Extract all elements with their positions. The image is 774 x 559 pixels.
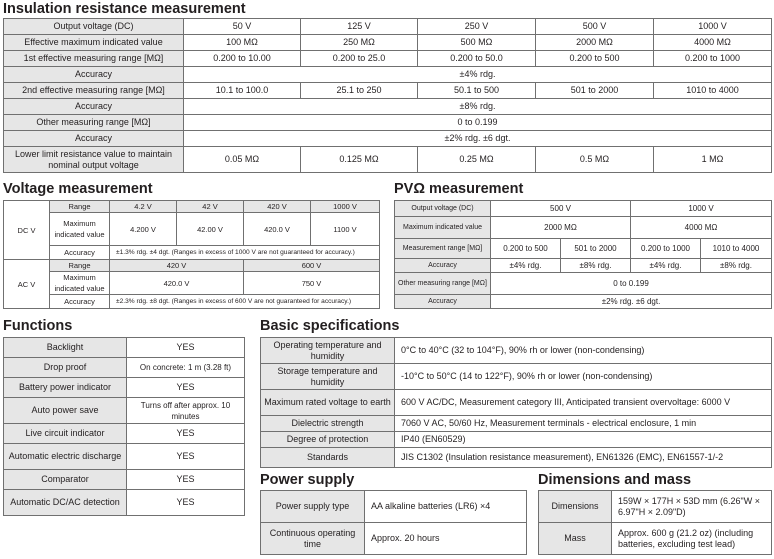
ins-label: 1st effective measuring range [MΩ] xyxy=(4,51,184,67)
dc-max: 4.200 V xyxy=(110,213,177,246)
ins-cell: ±8% rdg. xyxy=(184,99,772,115)
power-title: Power supply xyxy=(260,472,355,488)
ins-label: Other measuring range [MΩ] xyxy=(4,115,184,131)
dc-max: 1100 V xyxy=(311,213,380,246)
ins-cell: 50.1 to 500 xyxy=(418,83,536,99)
ins-cell: 10.1 to 100.0 xyxy=(184,83,301,99)
pv-output-label: Output voltage (DC) xyxy=(395,201,491,217)
pv-range: 501 to 2000 xyxy=(561,239,631,259)
ins-cell: 1 MΩ xyxy=(654,147,772,173)
dims-label: Mass xyxy=(539,523,612,555)
ac-max: 420.0 V xyxy=(110,272,244,295)
func-value: YES xyxy=(127,490,245,516)
ins-cell: 0 to 0.199 xyxy=(184,115,772,131)
ins-cell: 0.05 MΩ xyxy=(184,147,301,173)
basic-title: Basic specifications xyxy=(260,318,400,334)
basic-label: Storage temperature and humidity xyxy=(261,364,395,390)
ins-cell: 500 MΩ xyxy=(418,35,536,51)
ac-label: AC V xyxy=(4,260,50,309)
dc-acc: ±1.3% rdg. ±4 dgt. (Ranges in excess of 1000 V are not guaranteed for accuracy.) xyxy=(110,246,380,260)
ins-label: 2nd effective measuring range [MΩ] xyxy=(4,83,184,99)
pv-acc-label: Accuracy xyxy=(395,259,491,273)
basic-value: -10°C to 50°C (14 to 122°F), 90% rh or lower (non-condensing) xyxy=(395,364,772,390)
pv-acc2-label: Accuracy xyxy=(395,295,491,309)
ac-max-label: Maximum indicated value xyxy=(50,272,110,295)
func-value: YES xyxy=(127,338,245,358)
dc-range: 4.2 V xyxy=(110,201,177,213)
power-label: Continuous operating time xyxy=(261,523,365,555)
dc-range: 1000 V xyxy=(311,201,380,213)
ac-range-label: Range xyxy=(50,260,110,272)
ac-max: 750 V xyxy=(244,272,380,295)
ac-range: 420 V xyxy=(110,260,244,272)
ac-range: 600 V xyxy=(244,260,380,272)
pv-title: PVΩ measurement xyxy=(394,181,524,197)
ins-cell: 0.200 to 1000 xyxy=(654,51,772,67)
voltage-table xyxy=(3,200,380,309)
ac-acc: ±2.3% rdg. ±8 dgt. (Ranges in excess of 600 V are not guaranteed for accuracy.) xyxy=(110,295,380,309)
ins-cell: 4000 MΩ xyxy=(654,35,772,51)
ins-cell: 0.25 MΩ xyxy=(418,147,536,173)
ins-cell: 1010 to 4000 xyxy=(654,83,772,99)
insulation-title: Insulation resistance measurement xyxy=(3,1,246,17)
pv-acc: ±4% rdg. xyxy=(491,259,561,273)
pv-max-label: Maximum indicated value xyxy=(395,217,491,239)
ins-label: Effective maximum indicated value xyxy=(4,35,184,51)
pv-acc: ±4% rdg. xyxy=(631,259,701,273)
ins-cell: 100 MΩ xyxy=(184,35,301,51)
functions-title: Functions xyxy=(3,318,73,334)
dc-max: 420.0 V xyxy=(244,213,311,246)
pv-table xyxy=(394,200,772,309)
pv-output: 1000 V xyxy=(631,201,772,217)
basic-value: 0°C to 40°C (32 to 104°F), 90% rh or lower (non-condensing) xyxy=(395,338,772,364)
dc-max-label: Maximum indicated value xyxy=(50,213,110,246)
basic-label: Operating temperature and humidity xyxy=(261,338,395,364)
power-value: Approx. 20 hours xyxy=(365,523,527,555)
ins-cell: 0.125 MΩ xyxy=(301,147,418,173)
func-value: YES xyxy=(127,378,245,398)
dc-acc-label: Accuracy xyxy=(50,246,110,260)
basic-table xyxy=(260,337,772,468)
dims-value: 159W × 177H × 53D mm (6.26"W × 6.97"H × 2.09"D) xyxy=(612,491,772,523)
pv-range-label: Measurement range [MΩ] xyxy=(395,239,491,259)
func-value: YES xyxy=(127,444,245,470)
dims-table xyxy=(538,490,772,555)
basic-value: IP40 (EN60529) xyxy=(395,432,772,448)
ins-label: Lower limit resistance value to maintain nominal output voltage xyxy=(4,147,184,173)
func-label: Battery power indicator xyxy=(4,378,127,398)
dims-label: Dimensions xyxy=(539,491,612,523)
func-label: Automatic electric discharge xyxy=(4,444,127,470)
pv-other: 0 to 0.199 xyxy=(491,273,772,295)
ins-cell: ±4% rdg. xyxy=(184,67,772,83)
ins-cell: 500 V xyxy=(536,19,654,35)
ins-cell: 0.200 to 25.0 xyxy=(301,51,418,67)
ins-cell: 25.1 to 250 xyxy=(301,83,418,99)
dc-range-label: Range xyxy=(50,201,110,213)
pv-acc: ±8% rdg. xyxy=(561,259,631,273)
functions-table xyxy=(3,337,245,516)
pv-range: 0.200 to 1000 xyxy=(631,239,701,259)
basic-label: Standards xyxy=(261,448,395,468)
func-label: Automatic DC/AC detection xyxy=(4,490,127,516)
dims-title: Dimensions and mass xyxy=(538,472,692,488)
power-label: Power supply type xyxy=(261,491,365,523)
dims-value: Approx. 600 g (21.2 oz) (including batteries, excluding test lead) xyxy=(612,523,772,555)
pv-range: 0.200 to 500 xyxy=(491,239,561,259)
ins-cell: 0.5 MΩ xyxy=(536,147,654,173)
func-value: Turns off after approx. 10 minutes xyxy=(127,398,245,424)
voltage-title: Voltage measurement xyxy=(3,181,153,197)
dc-max: 42.00 V xyxy=(177,213,244,246)
ins-label: Accuracy xyxy=(4,67,184,83)
ins-label: Output voltage (DC) xyxy=(4,19,184,35)
ins-cell: 0.200 to 50.0 xyxy=(418,51,536,67)
ins-cell: 125 V xyxy=(301,19,418,35)
dc-range: 42 V xyxy=(177,201,244,213)
pv-acc: ±8% rdg. xyxy=(701,259,772,273)
basic-value: 7060 V AC, 50/60 Hz, Measurement terminals - electrical enclosure, 1 min xyxy=(395,416,772,432)
ins-cell: 0.200 to 10.00 xyxy=(184,51,301,67)
pv-output: 500 V xyxy=(491,201,631,217)
func-label: Drop proof xyxy=(4,358,127,378)
basic-value: 600 V AC/DC, Measurement category III, Anticipated transient overvoltage: 6000 V xyxy=(395,390,772,416)
func-label: Backlight xyxy=(4,338,127,358)
pv-max: 4000 MΩ xyxy=(631,217,772,239)
func-value: YES xyxy=(127,424,245,444)
func-value: On concrete: 1 m (3.28 ft) xyxy=(127,358,245,378)
ins-cell: 0.200 to 500 xyxy=(536,51,654,67)
ins-cell: 2000 MΩ xyxy=(536,35,654,51)
pv-max: 2000 MΩ xyxy=(491,217,631,239)
insulation-table xyxy=(3,18,772,173)
func-value: YES xyxy=(127,470,245,490)
ins-cell: 50 V xyxy=(184,19,301,35)
basic-label: Maximum rated voltage to earth xyxy=(261,390,395,416)
ins-label: Accuracy xyxy=(4,99,184,115)
pv-acc2: ±2% rdg. ±6 dgt. xyxy=(491,295,772,309)
power-value: AA alkaline batteries (LR6) ×4 xyxy=(365,491,527,523)
basic-label: Degree of protection xyxy=(261,432,395,448)
dc-range: 420 V xyxy=(244,201,311,213)
basic-value: JIS C1302 (Insulation resistance measurement), EN61326 (EMC), EN61557-1/-2 xyxy=(395,448,772,468)
ins-cell: 1000 V xyxy=(654,19,772,35)
func-label: Auto power save xyxy=(4,398,127,424)
ins-cell: 250 MΩ xyxy=(301,35,418,51)
func-label: Comparator xyxy=(4,470,127,490)
ins-cell: ±2% rdg. ±6 dgt. xyxy=(184,131,772,147)
ins-cell: 501 to 2000 xyxy=(536,83,654,99)
pv-other-label: Other measuring range [MΩ] xyxy=(395,273,491,295)
func-label: Live circuit indicator xyxy=(4,424,127,444)
ins-label: Accuracy xyxy=(4,131,184,147)
basic-label: Dielectric strength xyxy=(261,416,395,432)
pv-range: 1010 to 4000 xyxy=(701,239,772,259)
ins-cell: 250 V xyxy=(418,19,536,35)
ac-acc-label: Accuracy xyxy=(50,295,110,309)
dc-label: DC V xyxy=(4,201,50,260)
power-table xyxy=(260,490,527,555)
